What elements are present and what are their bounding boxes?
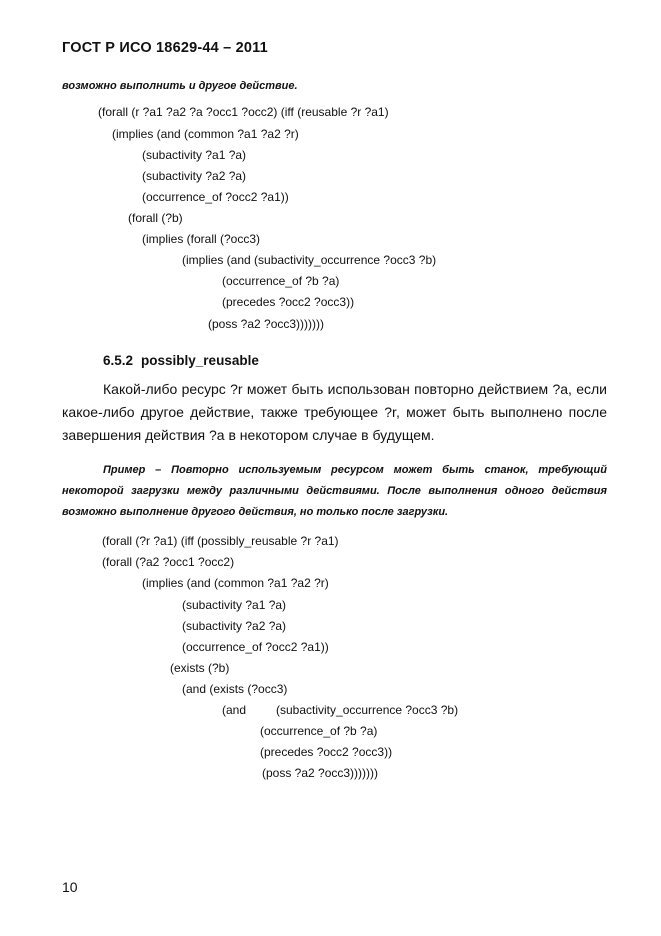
continuation-note: возможно выполнить и другое действие. xyxy=(62,80,298,92)
code-line: (occurrence_of ?occ2 ?a1)) xyxy=(182,640,329,654)
code-line: (subactivity_occurrence ?occ3 ?b) xyxy=(276,703,459,717)
section-title: possibly_reusable xyxy=(141,353,259,368)
code-line: (implies (and (common ?a1 ?a2 ?r) xyxy=(142,576,329,590)
document-header: ГОСТ Р ИСО 18629-44 – 2011 xyxy=(62,40,268,56)
section-number: 6.5.2 xyxy=(103,353,134,368)
code-line: (exists (?b) xyxy=(170,661,230,675)
code-line: (occurrence_of ?b ?a) xyxy=(260,724,378,738)
code-line: (implies (forall (?occ3) xyxy=(142,232,261,246)
code-line: (subactivity ?a1 ?a) xyxy=(182,598,287,612)
code-line: (and (exists (?occ3) xyxy=(182,682,288,696)
page-number: 10 xyxy=(62,879,78,895)
code-line: (subactivity ?a1 ?a) xyxy=(142,148,247,162)
code-line: (forall (?b) xyxy=(128,211,183,225)
code-line: (forall (r ?a1 ?a2 ?a ?occ1 ?occ2) (iff (reusable ?r ?a1) xyxy=(98,105,389,119)
body-paragraph: Какой-либо ресурс ?r может быть использован повторно действием ?a, если какое-либо другое действие, также требующее ?r, может быть выполнено после завершения действия ?a в некотором случае в будущем. xyxy=(62,381,607,443)
code-line: (subactivity ?a2 ?a) xyxy=(142,169,247,183)
code-line: (and xyxy=(222,703,247,717)
code-line: (forall (?a2 ?occ1 ?occ2) xyxy=(102,555,235,569)
code-line: (occurrence_of ?occ2 ?a1)) xyxy=(142,190,289,204)
code-line: (occurrence_of ?b ?a) xyxy=(222,274,340,288)
code-line: (precedes ?occ2 ?occ3)) xyxy=(260,745,393,759)
code-line: (poss ?a2 ?occ3))))))) xyxy=(262,766,379,780)
example-note: Пример – Повторно используемым ресурсом может быть станок, требующий некоторой загрузки между различными действиями. После выполнения одного действия возможно выполнение другого действия, но только после загрузки. xyxy=(62,464,607,518)
code-line: (precedes ?occ2 ?occ3)) xyxy=(222,295,355,309)
code-line: (subactivity ?a2 ?a) xyxy=(182,619,287,633)
section-heading xyxy=(103,353,259,368)
code-line: (implies (and (common ?a1 ?a2 ?r) xyxy=(112,127,299,141)
code-line: (forall (?r ?a1) (iff (possibly_reusable ?r ?a1) xyxy=(102,534,339,548)
code-line: (implies (and (subactivity_occurrence ?occ3 ?b) xyxy=(182,253,437,267)
code-line: (poss ?a2 ?occ3))))))) xyxy=(208,317,325,331)
